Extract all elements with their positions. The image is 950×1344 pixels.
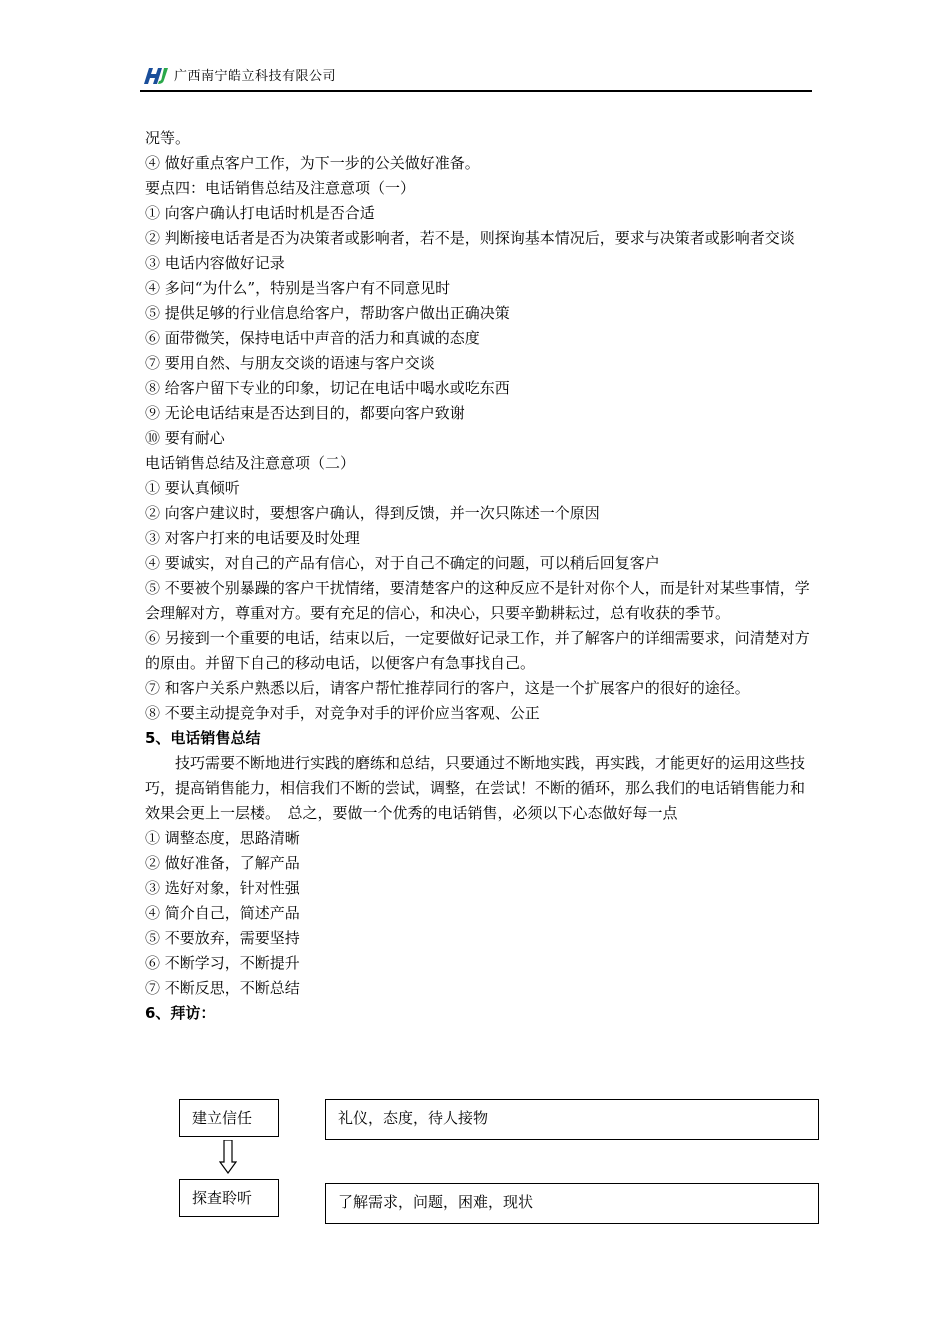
list-item: ② 向客户建议时，要想客户确认，得到反馈，并一次只陈述一个原因 — [145, 504, 600, 522]
list-item: ④ 要诚实，对自己的产品有信心，对于自己不确定的问题，可以稍后回复客户 — [145, 554, 660, 572]
list-item: ③ 对客户打来的电话要及时处理 — [145, 529, 360, 547]
flow-step-build-trust: 建立信任 — [179, 1099, 279, 1137]
section-6-title: 6、拜访： — [145, 1004, 216, 1022]
list-item: ⑤ 提供足够的行业信息给客户，帮助客户做出正确决策 — [145, 304, 510, 322]
list-item: ⑦ 和客户关系户熟悉以后，请客户帮忙推荐同行的客户，这是一个扩展客户的很好的途径。 — [145, 679, 750, 697]
list-item: ⑧ 给客户留下专业的印象，切记在电话中喝水或吃东西 — [145, 379, 510, 397]
list-item: ⑤ 不要被个别暴躁的客户干扰情绪，要清楚客户的这种反应不是针对你个人，而是针对某些事情，学会理解对方，尊重对方。要有充足的信心，和决心，只要辛勤耕耘过，总有收获的季节。 — [145, 579, 810, 622]
list-item: ⑩ 要有耐心 — [145, 429, 225, 447]
list-item: ⑦ 要用自然、与朋友交谈的语速与客户交谈 — [145, 354, 435, 372]
down-arrow-icon — [219, 1140, 237, 1174]
list-item: ⑦ 不断反思，不断总结 — [145, 979, 300, 997]
text-line: 况等。 — [145, 129, 191, 147]
company-logo-icon — [142, 66, 174, 86]
list-item: ③ 选好对象，针对性强 — [145, 879, 300, 897]
list-item: ③ 电话内容做好记录 — [145, 254, 285, 272]
list-item: ⑧ 不要主动提竞争对手，对竞争对手的评价应当客观、公正 — [145, 704, 540, 722]
flow-step-build-trust-desc: 礼仪，态度，待人接物 — [325, 1099, 819, 1140]
section-5-paragraph: 技巧需要不断地进行实践的磨练和总结，只要通过不断地实践，再实践，才能更好的运用这些技巧，提高销售能力，相信我们不断的尝试，调整，在尝试！不断的循环，那么我们的电话销售能力和效果会更上一层楼。 总之，要做一个优秀的电话销售，必须以下心态做好每一点 — [145, 754, 806, 822]
company-name: 广西南宁皓立科技有限公司 — [174, 69, 337, 84]
list-item: ⑥ 面带微笑，保持电话中声音的活力和真诚的态度 — [145, 329, 480, 347]
flow-step-explore-listen-desc: 了解需求，问题，困难，现状 — [325, 1183, 819, 1224]
list-item: ⑨ 无论电话结束是否达到目的，都要向客户致谢 — [145, 404, 465, 422]
list-item: ① 要认真倾听 — [145, 479, 240, 497]
section-5-title: 5、电话销售总结 — [145, 729, 261, 747]
flow-step-explore-listen: 探查聆听 — [179, 1179, 279, 1217]
list-item: ④ 简介自己，简述产品 — [145, 904, 300, 922]
document-body — [145, 126, 813, 1026]
list-item: ⑥ 另接到一个重要的电话，结束以后，一定要做好记录工作，并了解客户的详细需要求，问清楚对方的原由。并留下自己的移动电话，以便客户有急事找自己。 — [145, 629, 810, 672]
list-item: ① 向客户确认打电话时机是否合适 — [145, 204, 375, 222]
list-item: ⑤ 不要放弃，需要坚持 — [145, 929, 300, 947]
text-line: ④ 做好重点客户工作，为下一步的公关做好准备。 — [145, 154, 480, 172]
page-header — [140, 64, 812, 92]
list-item: ② 判断接电话者是否为决策者或影响者，若不是，则探询基本情况后，要求与决策者或影响者交谈 — [145, 229, 795, 247]
list-item: ② 做好准备，了解产品 — [145, 854, 300, 872]
list-item: ⑥ 不断学习，不断提升 — [145, 954, 300, 972]
list-item: ④ 多问“为什么”，特别是当客户有不同意见时 — [145, 279, 451, 297]
list-item: ① 调整态度，思路清晰 — [145, 829, 300, 847]
subheading: 电话销售总结及注意意项（二） — [145, 454, 356, 472]
subheading: 要点四：电话销售总结及注意意项（一） — [145, 179, 416, 197]
